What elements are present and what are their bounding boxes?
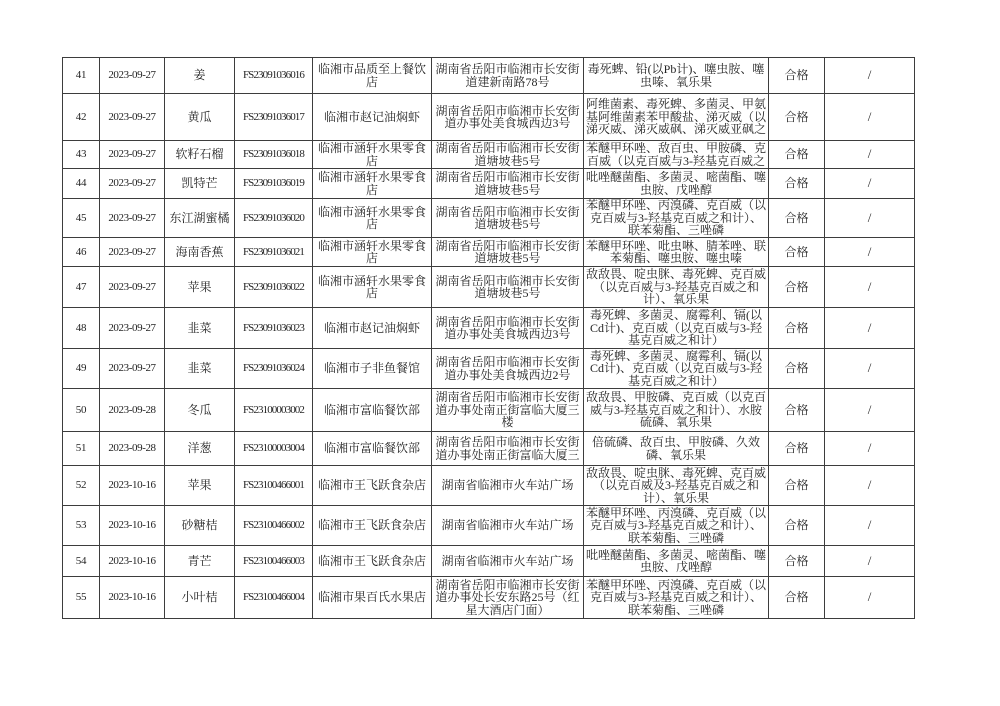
cell-row-number: 42: [63, 94, 100, 141]
cell-sampled-store: 临湘市赵记油焖虾: [313, 308, 432, 349]
cell-sample-name: 凯特芒: [165, 169, 235, 199]
cell-test-items: 吡唑醚菌酯、多菌灵、嘧菌酯、噻虫胺、戊唑醇: [584, 169, 769, 199]
cell-result-status: 合格: [769, 389, 825, 432]
cell-sampled-store: 临湘市子非鱼餐馆: [313, 349, 432, 389]
cell-sampling-date: 2023-10-16: [100, 577, 165, 619]
cell-row-number: 46: [63, 238, 100, 267]
cell-remark-slash: /: [825, 389, 915, 432]
cell-sampling-date: 2023-09-27: [100, 308, 165, 349]
cell-sampling-date: 2023-09-27: [100, 141, 165, 169]
cell-sampling-date: 2023-10-16: [100, 506, 165, 546]
cell-sampling-date: 2023-09-28: [100, 432, 165, 466]
cell-sampled-store: 临湘市品质至上餐饮店: [313, 58, 432, 94]
cell-store-address: 湖南省岳阳市临湘市长安街道办事处美食城西边3号: [432, 308, 584, 349]
cell-sample-name: 软籽石榴: [165, 141, 235, 169]
cell-row-number: 49: [63, 349, 100, 389]
cell-sampled-store: 临湘市赵记油焖虾: [313, 94, 432, 141]
cell-sample-code: FS23091036019: [235, 169, 313, 199]
cell-sampled-store: 临湘市果百氏水果店: [313, 577, 432, 619]
cell-sample-code: FS23100466002: [235, 506, 313, 546]
cell-result-status: 合格: [769, 141, 825, 169]
cell-sample-name: 姜: [165, 58, 235, 94]
cell-test-items: 毒死蜱、多菌灵、腐霉利、镉(以Cd计)、克百威（以克百威与3-羟基克百威之和计）: [584, 349, 769, 389]
cell-remark-slash: /: [825, 58, 915, 94]
cell-sample-code: FS23091036016: [235, 58, 313, 94]
cell-sampling-date: 2023-09-27: [100, 199, 165, 238]
cell-store-address: 湖南省岳阳市临湘市长安街道办事处美食城西边2号: [432, 349, 584, 389]
cell-result-status: 合格: [769, 58, 825, 94]
cell-sampled-store: 临湘市王飞跃食杂店: [313, 506, 432, 546]
sampling-results-table: [62, 57, 915, 619]
cell-sampling-date: 2023-09-27: [100, 58, 165, 94]
cell-row-number: 43: [63, 141, 100, 169]
cell-remark-slash: /: [825, 466, 915, 506]
cell-remark-slash: /: [825, 546, 915, 577]
cell-result-status: 合格: [769, 349, 825, 389]
cell-store-address: 湖南省岳阳市临湘市长安街道建新南路78号: [432, 58, 584, 94]
cell-result-status: 合格: [769, 432, 825, 466]
cell-store-address: 湖南省岳阳市临湘市长安街道塘坡巷5号: [432, 238, 584, 267]
cell-store-address: 湖南省岳阳市临湘市长安街道塘坡巷5号: [432, 169, 584, 199]
cell-test-items: 苯醚甲环唑、丙溴磷、克百威（以克百威与3-羟基克百威之和计）、联苯菊酯、三唑磷: [584, 199, 769, 238]
cell-sample-code: FS23091036017: [235, 94, 313, 141]
cell-sample-name: 砂糖桔: [165, 506, 235, 546]
cell-remark-slash: /: [825, 141, 915, 169]
cell-test-items: 倍硫磷、敌百虫、甲胺磷、久效磷、氧乐果: [584, 432, 769, 466]
cell-sampled-store: 临湘市王飞跃食杂店: [313, 546, 432, 577]
cell-sample-code: FS23091036024: [235, 349, 313, 389]
cell-result-status: 合格: [769, 267, 825, 308]
cell-store-address: 湖南省岳阳市临湘市长安街道办事处长安东路25号（红星大酒店门面）: [432, 577, 584, 619]
cell-sample-name: 东江湖蜜橘: [165, 199, 235, 238]
cell-sampled-store: 临湘市涵轩水果零食店: [313, 169, 432, 199]
cell-test-items: 毒死蜱、铅(以Pb计)、噻虫胺、噻虫嗪、氧乐果: [584, 58, 769, 94]
cell-test-items: 阿维菌素、毒死蜱、多菌灵、甲氨基阿维菌素苯甲酸盐、涕灭威（以涕灭威、涕灭威砜、涕灭威亚砜之: [584, 94, 769, 141]
cell-sample-name: 苹果: [165, 466, 235, 506]
cell-result-status: 合格: [769, 199, 825, 238]
cell-sample-code: FS23091036022: [235, 267, 313, 308]
cell-sampled-store: 临湘市涵轩水果零食店: [313, 199, 432, 238]
cell-sampling-date: 2023-10-16: [100, 546, 165, 577]
cell-sampled-store: 临湘市富临餐饮部: [313, 432, 432, 466]
cell-remark-slash: /: [825, 169, 915, 199]
cell-result-status: 合格: [769, 169, 825, 199]
cell-row-number: 55: [63, 577, 100, 619]
cell-test-items: 苯醚甲环唑、吡虫啉、腈苯唑、联苯菊酯、噻虫胺、噻虫嗪: [584, 238, 769, 267]
cell-test-items: 敌敌畏、甲胺磷、克百威（以克百威与3-羟基克百威之和计）、水胺硫磷、氧乐果: [584, 389, 769, 432]
cell-row-number: 41: [63, 58, 100, 94]
cell-row-number: 48: [63, 308, 100, 349]
cell-sampled-store: 临湘市涵轩水果零食店: [313, 267, 432, 308]
cell-sample-name: 韭菜: [165, 349, 235, 389]
cell-row-number: 45: [63, 199, 100, 238]
cell-remark-slash: /: [825, 199, 915, 238]
cell-sample-name: 洋葱: [165, 432, 235, 466]
cell-row-number: 47: [63, 267, 100, 308]
cell-row-number: 44: [63, 169, 100, 199]
cell-test-items: 吡唑醚菌酯、多菌灵、嘧菌酯、噻虫胺、戊唑醇: [584, 546, 769, 577]
cell-sample-name: 冬瓜: [165, 389, 235, 432]
cell-test-items: 毒死蜱、多菌灵、腐霉利、镉(以Cd计)、克百威（以克百威与3-羟基克百威之和计）: [584, 308, 769, 349]
cell-result-status: 合格: [769, 546, 825, 577]
cell-remark-slash: /: [825, 349, 915, 389]
cell-store-address: 湖南省临湘市火车站广场: [432, 506, 584, 546]
cell-sampling-date: 2023-09-27: [100, 94, 165, 141]
cell-store-address: 湖南省岳阳市临湘市长安街道办事处南正街富临大厦三楼: [432, 389, 584, 432]
cell-sampled-store: 临湘市涵轩水果零食店: [313, 141, 432, 169]
cell-result-status: 合格: [769, 94, 825, 141]
cell-sample-code: FS23100466001: [235, 466, 313, 506]
cell-sample-name: 小叶桔: [165, 577, 235, 619]
cell-remark-slash: /: [825, 308, 915, 349]
cell-row-number: 53: [63, 506, 100, 546]
cell-sample-name: 青芒: [165, 546, 235, 577]
cell-sampling-date: 2023-09-27: [100, 169, 165, 199]
cell-store-address: 湖南省岳阳市临湘市长安街道塘坡巷5号: [432, 267, 584, 308]
cell-remark-slash: /: [825, 238, 915, 267]
cell-sample-code: FS23100466004: [235, 577, 313, 619]
cell-sample-name: 黄瓜: [165, 94, 235, 141]
cell-store-address: 湖南省岳阳市临湘市长安街道塘坡巷5号: [432, 199, 584, 238]
cell-test-items: 敌敌畏、啶虫脒、毒死蜱、克百威（以克百威及3-羟基克百威之和计）、氧乐果: [584, 466, 769, 506]
cell-test-items: 苯醚甲环唑、敌百虫、甲胺磷、克百威（以克百威与3-羟基克百威之: [584, 141, 769, 169]
cell-test-items: 敌敌畏、啶虫脒、毒死蜱、克百威（以克百威与3-羟基克百威之和计）、氧乐果: [584, 267, 769, 308]
cell-result-status: 合格: [769, 577, 825, 619]
cell-store-address: 湖南省临湘市火车站广场: [432, 546, 584, 577]
cell-result-status: 合格: [769, 308, 825, 349]
cell-row-number: 50: [63, 389, 100, 432]
cell-test-items: 苯醚甲环唑、丙溴磷、克百威（以克百威与3-羟基克百威之和计）、联苯菊酯、三唑磷: [584, 577, 769, 619]
cell-sample-code: FS23100003002: [235, 389, 313, 432]
cell-sample-name: 韭菜: [165, 308, 235, 349]
cell-sampled-store: 临湘市王飞跃食杂店: [313, 466, 432, 506]
cell-sampling-date: 2023-09-28: [100, 389, 165, 432]
cell-result-status: 合格: [769, 506, 825, 546]
cell-sampling-date: 2023-09-27: [100, 267, 165, 308]
cell-remark-slash: /: [825, 432, 915, 466]
cell-row-number: 51: [63, 432, 100, 466]
cell-sample-code: FS23091036023: [235, 308, 313, 349]
cell-result-status: 合格: [769, 238, 825, 267]
cell-sampled-store: 临湘市富临餐饮部: [313, 389, 432, 432]
cell-row-number: 52: [63, 466, 100, 506]
cell-sampling-date: 2023-10-16: [100, 466, 165, 506]
cell-sample-name: 海南香蕉: [165, 238, 235, 267]
cell-sample-code: FS23100003004: [235, 432, 313, 466]
cell-test-items: 苯醚甲环唑、丙溴磷、克百威（以克百威与3-羟基克百威之和计）、联苯菊酯、三唑磷: [584, 506, 769, 546]
cell-store-address: 湖南省岳阳市临湘市长安街道塘坡巷5号: [432, 141, 584, 169]
cell-sampling-date: 2023-09-27: [100, 349, 165, 389]
cell-sampled-store: 临湘市涵轩水果零食店: [313, 238, 432, 267]
cell-remark-slash: /: [825, 577, 915, 619]
cell-sample-code: FS23091036021: [235, 238, 313, 267]
cell-sample-code: FS23100466003: [235, 546, 313, 577]
cell-store-address: 湖南省岳阳市临湘市长安街道办事处美食城西边3号: [432, 94, 584, 141]
cell-remark-slash: /: [825, 506, 915, 546]
cell-remark-slash: /: [825, 267, 915, 308]
cell-store-address: 湖南省岳阳市临湘市长安街道办事处南正街富临大厦三: [432, 432, 584, 466]
cell-store-address: 湖南省临湘市火车站广场: [432, 466, 584, 506]
cell-sampling-date: 2023-09-27: [100, 238, 165, 267]
cell-sample-name: 苹果: [165, 267, 235, 308]
cell-remark-slash: /: [825, 94, 915, 141]
cell-row-number: 54: [63, 546, 100, 577]
cell-sample-code: FS23091036018: [235, 141, 313, 169]
cell-result-status: 合格: [769, 466, 825, 506]
cell-sample-code: FS23091036020: [235, 199, 313, 238]
